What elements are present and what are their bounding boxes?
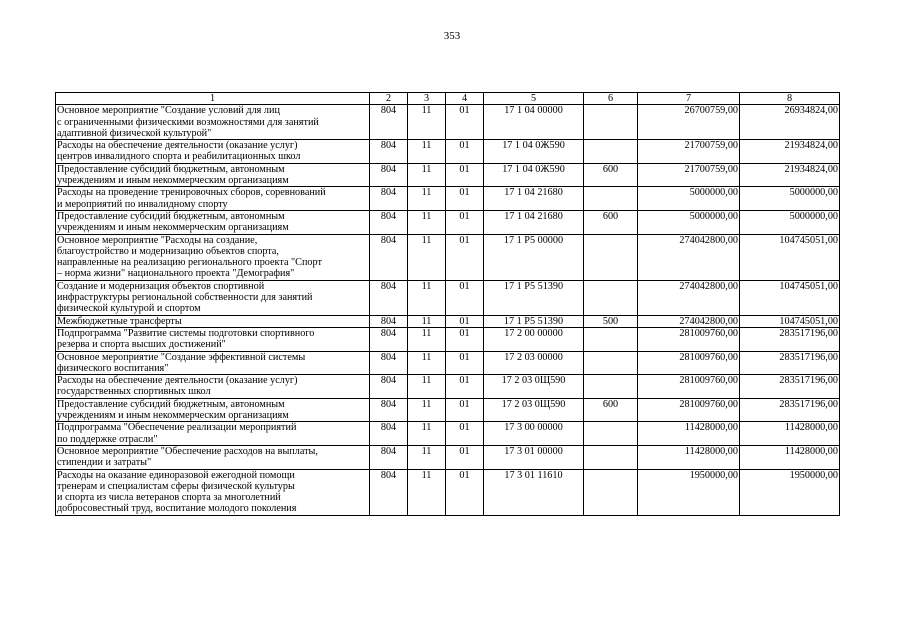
target-article-code: 17 3 01 00000 (484, 445, 584, 469)
amount-year-1: 281009760,00 (638, 398, 740, 422)
subsection-code: 01 (446, 469, 484, 515)
amount-year-1: 281009760,00 (638, 351, 740, 375)
ministry-code: 804 (370, 422, 408, 446)
expense-type-code (584, 140, 638, 164)
expense-type-code: 600 (584, 398, 638, 422)
target-article-code: 17 3 00 00000 (484, 422, 584, 446)
ministry-code: 804 (370, 140, 408, 164)
row-description (56, 105, 370, 140)
section-code: 11 (408, 234, 446, 280)
subsection-code: 01 (446, 280, 484, 315)
ministry-code: 804 (370, 315, 408, 327)
description-line: физического воспитания" (57, 362, 169, 374)
table-row (56, 327, 840, 351)
amount-year-2: 26934824,00 (740, 105, 840, 140)
table-row (56, 445, 840, 469)
amount-year-2: 104745051,00 (740, 280, 840, 315)
description-line: Расходы на обеспечение деятельности (оказание услуг) (57, 375, 298, 387)
ministry-code: 804 (370, 210, 408, 234)
amount-year-2: 21934824,00 (740, 140, 840, 164)
description-line: Основное мероприятие "Обеспечение расходов на выплаты, (57, 445, 318, 457)
column-header: 1 (56, 93, 370, 105)
subsection-code: 01 (446, 375, 484, 399)
column-header: 3 (408, 93, 446, 105)
target-article-code: 17 2 00 00000 (484, 327, 584, 351)
description-line: Основное мероприятие "Создание условий для лиц (57, 105, 280, 117)
ministry-code: 804 (370, 280, 408, 315)
section-code: 11 (408, 375, 446, 399)
description-line: стипендии и затраты" (57, 457, 152, 469)
description-line: Расходы на проведение тренировочных сборов, соревнований (57, 187, 326, 199)
expense-type-code (584, 422, 638, 446)
amount-year-2: 5000000,00 (740, 210, 840, 234)
subsection-code: 01 (446, 140, 484, 164)
description-line: физической культурой и спортом (57, 303, 201, 315)
section-code: 11 (408, 422, 446, 446)
description-line: и спорта из числа ветеранов спорта за многолетний (57, 492, 281, 504)
ministry-code: 804 (370, 163, 408, 187)
subsection-code: 01 (446, 163, 484, 187)
amount-year-1: 281009760,00 (638, 375, 740, 399)
table-row (56, 234, 840, 280)
amount-year-1: 274042800,00 (638, 234, 740, 280)
target-article-code: 17 2 03 00000 (484, 351, 584, 375)
amount-year-1: 21700759,00 (638, 163, 740, 187)
target-article-code: 17 1 P5 51390 (484, 280, 584, 315)
target-article-code: 17 1 04 0Ж590 (484, 163, 584, 187)
table-row (56, 280, 840, 315)
section-code: 11 (408, 280, 446, 315)
target-article-code: 17 3 01 11610 (484, 469, 584, 515)
expense-type-code (584, 445, 638, 469)
subsection-code: 01 (446, 315, 484, 327)
description-line: добросовестный труд, воспитание молодого поколения (57, 503, 297, 515)
subsection-code: 01 (446, 445, 484, 469)
description-line: благоустройство и модернизацию объектов спорта, (57, 245, 279, 257)
description-line: Предоставление субсидий бюджетным, автономным (57, 210, 285, 222)
expense-type-code (584, 234, 638, 280)
table-row (56, 375, 840, 399)
table-row (56, 163, 840, 187)
ministry-code: 804 (370, 234, 408, 280)
amount-year-1: 5000000,00 (638, 210, 740, 234)
amount-year-2: 104745051,00 (740, 315, 840, 327)
ministry-code: 804 (370, 187, 408, 211)
amount-year-2: 104745051,00 (740, 234, 840, 280)
budget-table (55, 92, 840, 516)
subsection-code: 01 (446, 187, 484, 211)
expense-type-code (584, 105, 638, 140)
table-row (56, 315, 840, 327)
description-line: и мероприятий по инвалидному спорту (57, 198, 228, 210)
subsection-code: 01 (446, 327, 484, 351)
description-line: Основное мероприятие "Расходы на создание, (57, 234, 258, 246)
section-code: 11 (408, 445, 446, 469)
description-line: адаптивной физической культурой" (57, 127, 212, 139)
section-code: 11 (408, 140, 446, 164)
expense-type-code: 500 (584, 315, 638, 327)
description-line: – норма жизни" национального проекта "Демография" (57, 268, 295, 280)
ministry-code: 804 (370, 375, 408, 399)
description-line: центров инвалидного спорта и реабилитационных школ (57, 151, 301, 163)
amount-year-1: 1950000,00 (638, 469, 740, 515)
description-line: учреждениям и иным некоммерческим организациям (57, 222, 289, 234)
section-code: 11 (408, 327, 446, 351)
table-row (56, 210, 840, 234)
ministry-code: 804 (370, 351, 408, 375)
description-line: учреждениям и иным некоммерческим организациям (57, 175, 289, 187)
description-line: инфраструктуры региональной собственности для занятий (57, 292, 313, 304)
ministry-code: 804 (370, 398, 408, 422)
target-article-code: 17 2 03 0Щ590 (484, 398, 584, 422)
amount-year-1: 21700759,00 (638, 140, 740, 164)
section-code: 11 (408, 315, 446, 327)
expense-type-code (584, 327, 638, 351)
target-article-code: 17 1 04 21680 (484, 210, 584, 234)
description-line: Расходы на оказание единоразовой ежегодной помощи (57, 469, 295, 481)
amount-year-2: 283517196,00 (740, 398, 840, 422)
subsection-code: 01 (446, 422, 484, 446)
description-line: Расходы на обеспечение деятельности (оказание услуг) (57, 140, 298, 152)
amount-year-2: 11428000,00 (740, 445, 840, 469)
column-header: 7 (638, 93, 740, 105)
row-description (56, 327, 370, 351)
amount-year-1: 11428000,00 (638, 445, 740, 469)
row-description (56, 375, 370, 399)
amount-year-1: 281009760,00 (638, 327, 740, 351)
row-description (56, 234, 370, 280)
amount-year-1: 26700759,00 (638, 105, 740, 140)
description-line: Подпрограмма "Развитие системы подготовки спортивного (57, 327, 315, 339)
target-article-code: 17 1 04 21680 (484, 187, 584, 211)
section-code: 11 (408, 398, 446, 422)
row-description (56, 187, 370, 211)
amount-year-2: 283517196,00 (740, 375, 840, 399)
ministry-code: 804 (370, 445, 408, 469)
subsection-code: 01 (446, 210, 484, 234)
table-body (56, 105, 840, 515)
row-description (56, 163, 370, 187)
subsection-code: 01 (446, 105, 484, 140)
subsection-code: 01 (446, 398, 484, 422)
section-code: 11 (408, 351, 446, 375)
expense-type-code (584, 280, 638, 315)
description-line: по поддержке отрасли" (57, 433, 158, 445)
subsection-code: 01 (446, 351, 484, 375)
expense-type-code: 600 (584, 210, 638, 234)
amount-year-1: 274042800,00 (638, 315, 740, 327)
section-code: 11 (408, 210, 446, 234)
target-article-code: 17 1 P5 00000 (484, 234, 584, 280)
row-description (56, 315, 370, 327)
description-line: тренерам и специалистам сферы физической культуры (57, 480, 295, 492)
row-description (56, 280, 370, 315)
section-code: 11 (408, 469, 446, 515)
description-line: Предоставление субсидий бюджетным, автономным (57, 163, 285, 175)
amount-year-2: 5000000,00 (740, 187, 840, 211)
target-article-code: 17 1 04 00000 (484, 105, 584, 140)
description-line: Межбюджетные трансферты (57, 315, 182, 327)
amount-year-1: 5000000,00 (638, 187, 740, 211)
subsection-code: 01 (446, 234, 484, 280)
amount-year-2: 283517196,00 (740, 351, 840, 375)
amount-year-2: 1950000,00 (740, 469, 840, 515)
column-header: 6 (584, 93, 638, 105)
row-description (56, 398, 370, 422)
description-line: резерва и спорта высших достижений" (57, 339, 226, 351)
row-description (56, 210, 370, 234)
description-line: направленные на реализацию регионального проекта "Спорт (57, 257, 322, 269)
table-row (56, 105, 840, 140)
ministry-code: 804 (370, 469, 408, 515)
table-row (56, 140, 840, 164)
table-header-row (56, 93, 840, 105)
description-line: государственных спортивных школ (57, 386, 211, 398)
expense-type-code (584, 375, 638, 399)
target-article-code: 17 1 P5 51390 (484, 315, 584, 327)
table-row (56, 469, 840, 515)
expense-type-code (584, 187, 638, 211)
amount-year-1: 11428000,00 (638, 422, 740, 446)
description-line: Предоставление субсидий бюджетным, автономным (57, 398, 285, 410)
page-number: 353 (443, 30, 461, 42)
section-code: 11 (408, 163, 446, 187)
target-article-code: 17 1 04 0Ж590 (484, 140, 584, 164)
column-header: 2 (370, 93, 408, 105)
column-header: 4 (446, 93, 484, 105)
amount-year-2: 21934824,00 (740, 163, 840, 187)
row-description (56, 422, 370, 446)
amount-year-2: 283517196,00 (740, 327, 840, 351)
table-row (56, 398, 840, 422)
row-description (56, 351, 370, 375)
description-line: Создание и модернизация объектов спортивной (57, 280, 265, 292)
expense-type-code: 600 (584, 163, 638, 187)
expense-type-code (584, 351, 638, 375)
row-description (56, 445, 370, 469)
description-line: Подпрограмма "Обеспечение реализации мероприятий (57, 422, 297, 434)
target-article-code: 17 2 03 0Щ590 (484, 375, 584, 399)
row-description (56, 469, 370, 515)
section-code: 11 (408, 187, 446, 211)
ministry-code: 804 (370, 105, 408, 140)
ministry-code: 804 (370, 327, 408, 351)
table-row (56, 187, 840, 211)
column-header: 5 (484, 93, 584, 105)
amount-year-2: 11428000,00 (740, 422, 840, 446)
description-line: с ограниченными физическими возможностями для занятий (57, 116, 319, 128)
column-header: 8 (740, 93, 840, 105)
amount-year-1: 274042800,00 (638, 280, 740, 315)
table-row (56, 351, 840, 375)
section-code: 11 (408, 105, 446, 140)
description-line: учреждениям и иным некоммерческим организациям (57, 410, 289, 422)
table-row (56, 422, 840, 446)
description-line: Основное мероприятие "Создание эффективной системы (57, 351, 306, 363)
expense-type-code (584, 469, 638, 515)
row-description (56, 140, 370, 164)
